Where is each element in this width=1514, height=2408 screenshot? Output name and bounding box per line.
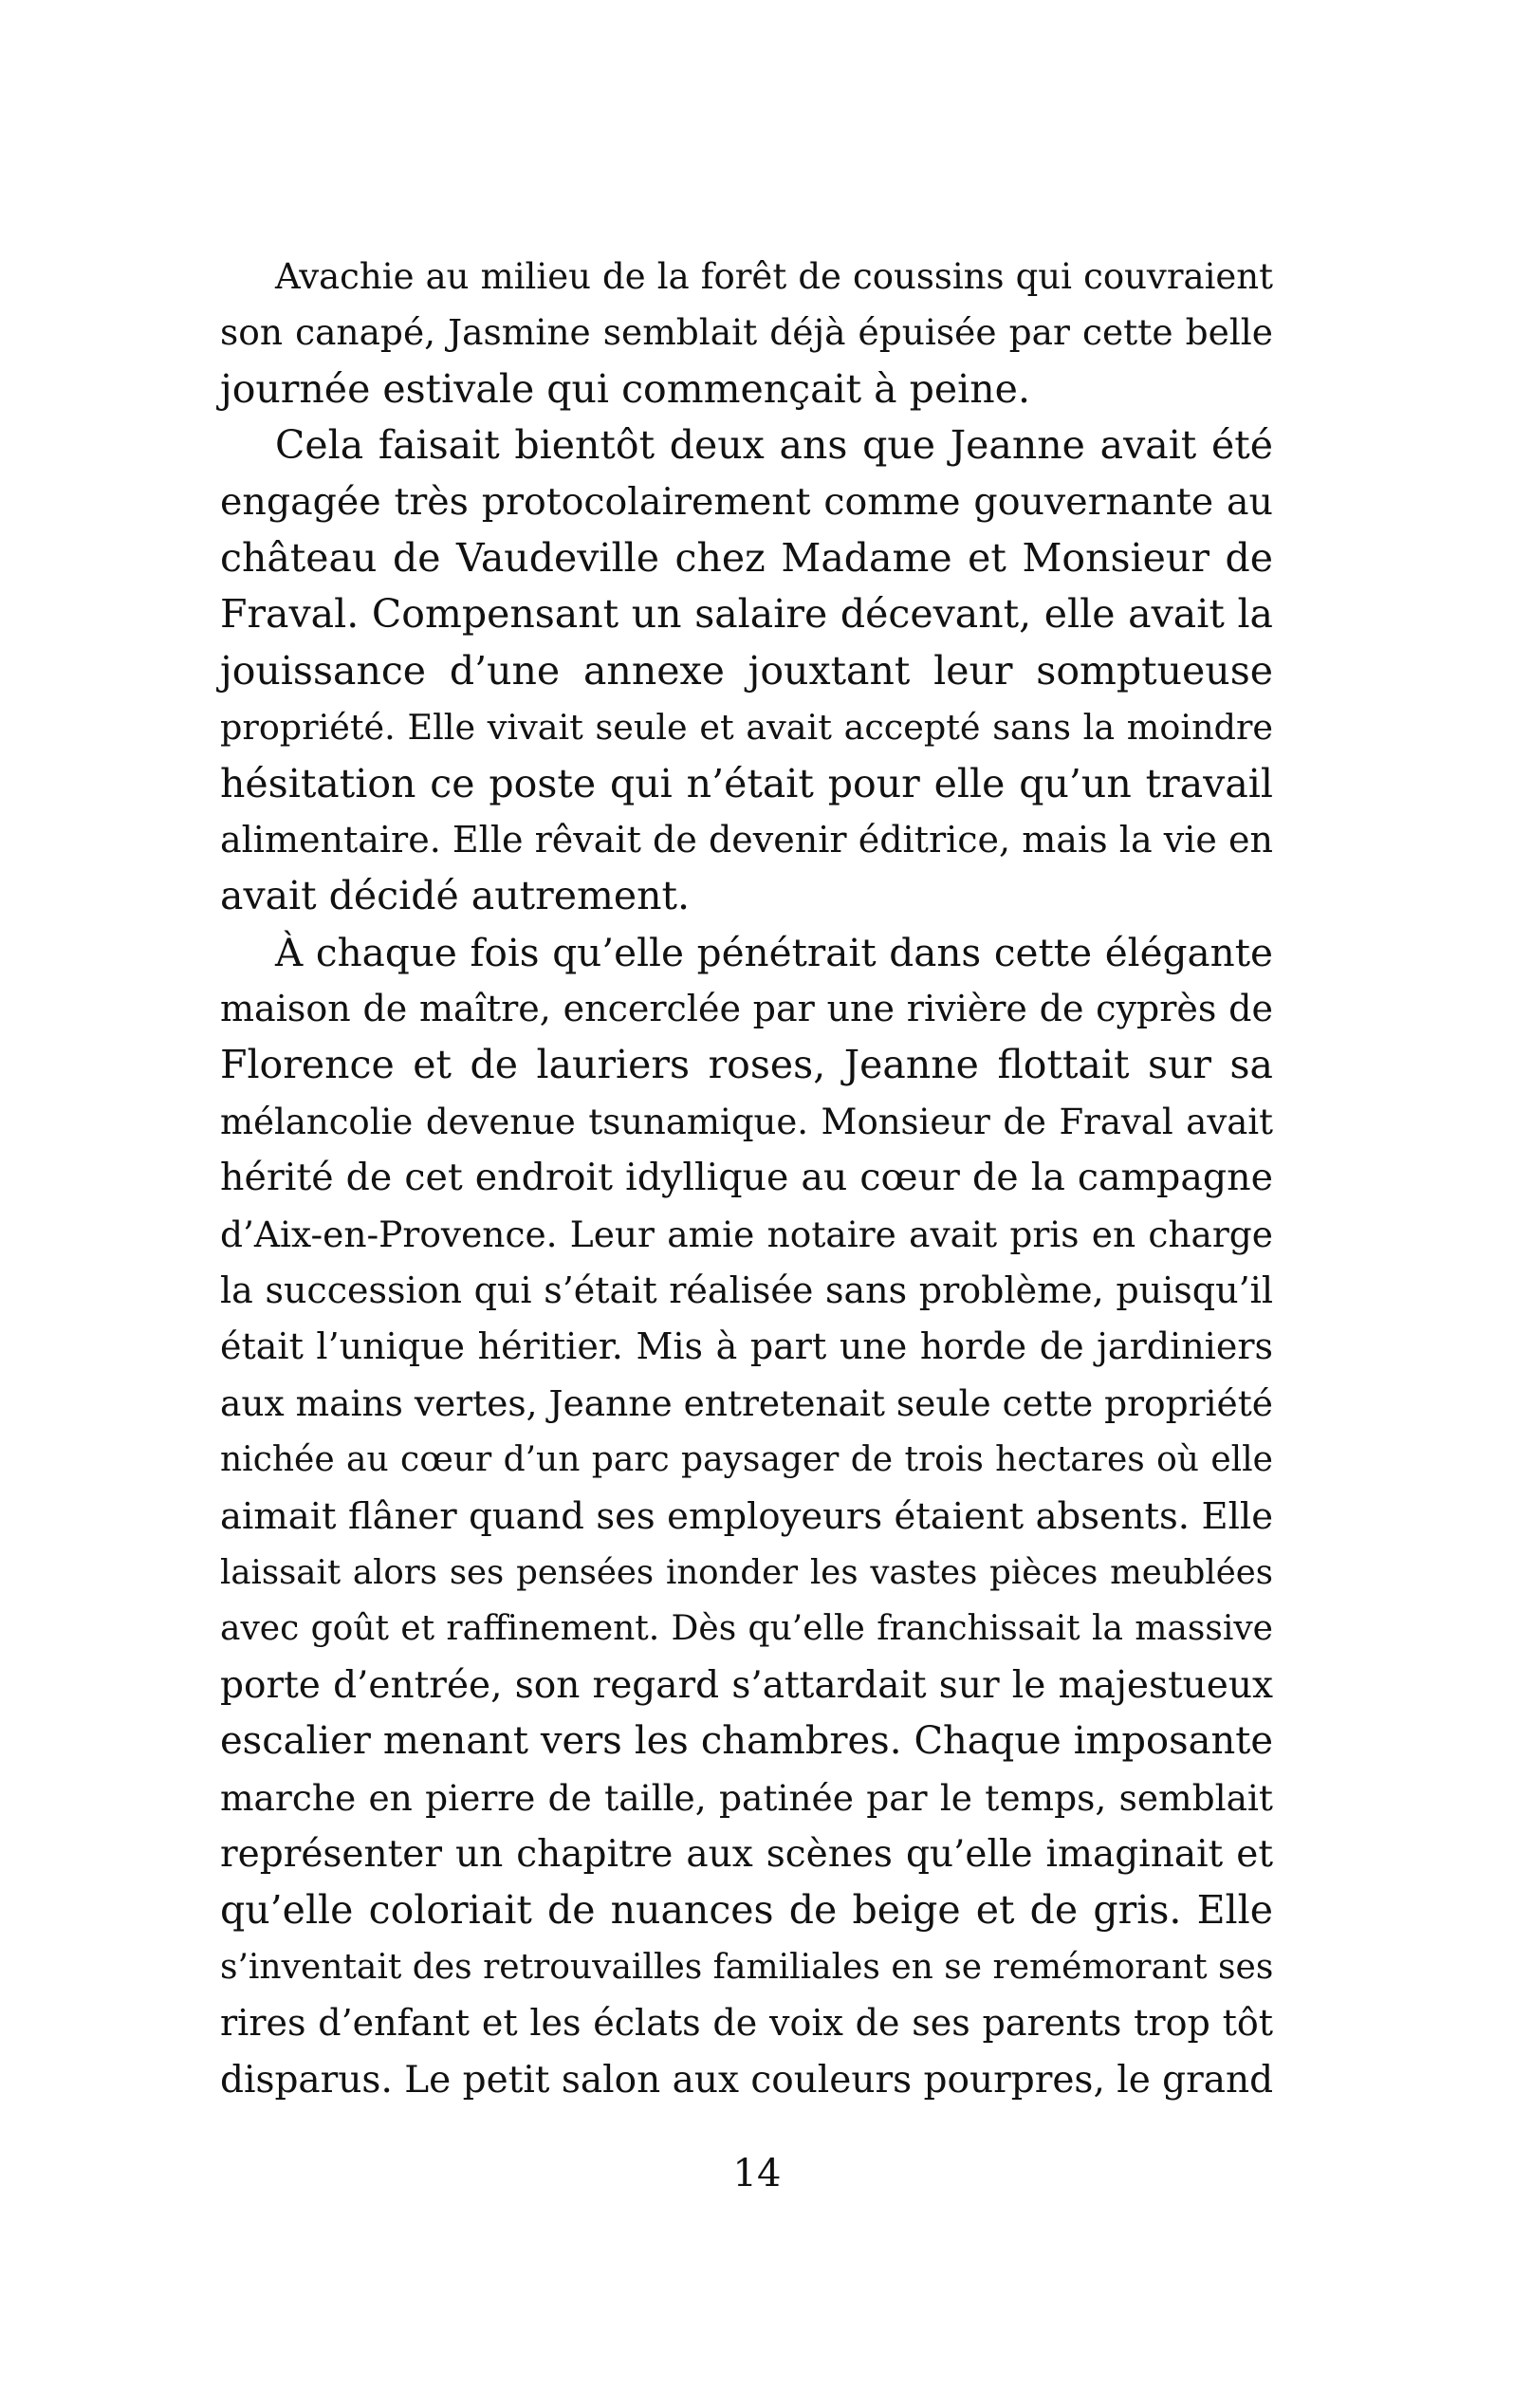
text-line: château de Vaudeville chez Madame et Monsieur de	[220, 534, 1273, 581]
text-line: engagée très protocolairement comme gouvernante au	[220, 479, 1273, 524]
text-block	[220, 249, 1273, 2108]
page-number: 14	[732, 2152, 782, 2195]
text-line: était l’unique héritier. Mis à part une horde de jardiniers	[220, 1325, 1273, 1368]
text-line: disparus. Le petit salon aux couleurs pourpres, le grand	[220, 2058, 1274, 2102]
text-line: propriété. Elle vivait seule et avait accepté sans la moindre	[220, 707, 1273, 749]
paragraph	[220, 249, 1273, 417]
text-line: mélancolie devenue tsunamique. Monsieur de Fraval avait	[220, 1101, 1273, 1142]
text-line: aimait flâner quand ses employeurs étaient absents. Elle	[220, 1494, 1273, 1538]
text-line: rires d’enfant et les éclats de voix de ses parents trop tôt	[220, 2002, 1273, 2045]
text-line: représenter un chapitre aux scènes qu’elle imaginait et	[220, 1832, 1273, 1876]
text-line: la succession qui s’était réalisée sans problème, puisqu’il	[220, 1269, 1273, 1312]
text-line: À chaque fois qu’elle pénétrait dans cette élégante	[275, 929, 1273, 975]
text-line: escalier menant vers les chambres. Chaque imposante	[220, 1719, 1273, 1764]
text-line: nichée au cœur d’un parc paysager de trois hectares où elle	[220, 1440, 1273, 1480]
text-line: hérité de cet endroit idyllique au cœur de la campagne	[220, 1156, 1273, 1200]
text-line: journée estivale qui commençait à peine.	[220, 365, 1030, 412]
text-line: hésitation ce poste qui n’était pour elle qu’un travail	[220, 760, 1273, 806]
page-body	[220, 249, 1273, 2108]
text-line: s’inventait des retrouvailles familiales en se remémorant ses	[220, 1947, 1274, 1987]
text-line: Florence et de lauriers roses, Jeanne flottait sur sa	[220, 1042, 1273, 1088]
text-line: Avachie au milieu de la forêt de coussins qui couvraient	[275, 256, 1273, 297]
text-line: laissait alors ses pensées inonder les vastes pièces meublées	[220, 1552, 1273, 1592]
text-line: marche en pierre de taille, patinée par le temps, semblait	[220, 1776, 1273, 1819]
paragraph	[220, 417, 1273, 925]
text-line: d’Aix-en-Provence. Leur amie notaire avait pris en charge	[220, 1213, 1273, 1255]
text-line: jouissance d’une annexe jouxtant leur somptueuse	[220, 647, 1273, 694]
paragraph	[220, 925, 1273, 2108]
text-line: alimentaire. Elle rêvait de devenir éditrice, mais la vie en	[220, 818, 1273, 861]
text-line: maison de maître, encerclée par une rivière de cyprès de	[220, 988, 1273, 1030]
text-line: porte d’entrée, son regard s’attardait sur le majestueux	[220, 1663, 1273, 1707]
text-line: son canapé, Jasmine semblait déjà épuisée par cette belle	[220, 311, 1273, 354]
text-line: avec goût et raffinement. Dès qu’elle franchissait la massive	[220, 1609, 1273, 1649]
text-line: avait décidé autrement.	[220, 873, 691, 919]
text-line: Cela faisait bientôt deux ans que Jeanne avait été	[275, 422, 1273, 469]
text-line: Fraval. Compensant un salaire décevant, elle avait la	[220, 591, 1273, 638]
text-line: qu’elle coloriait de nuances de beige et de gris. Elle	[220, 1887, 1273, 1934]
text-line: aux mains vertes, Jeanne entretenait seule cette propriété	[220, 1381, 1273, 1424]
